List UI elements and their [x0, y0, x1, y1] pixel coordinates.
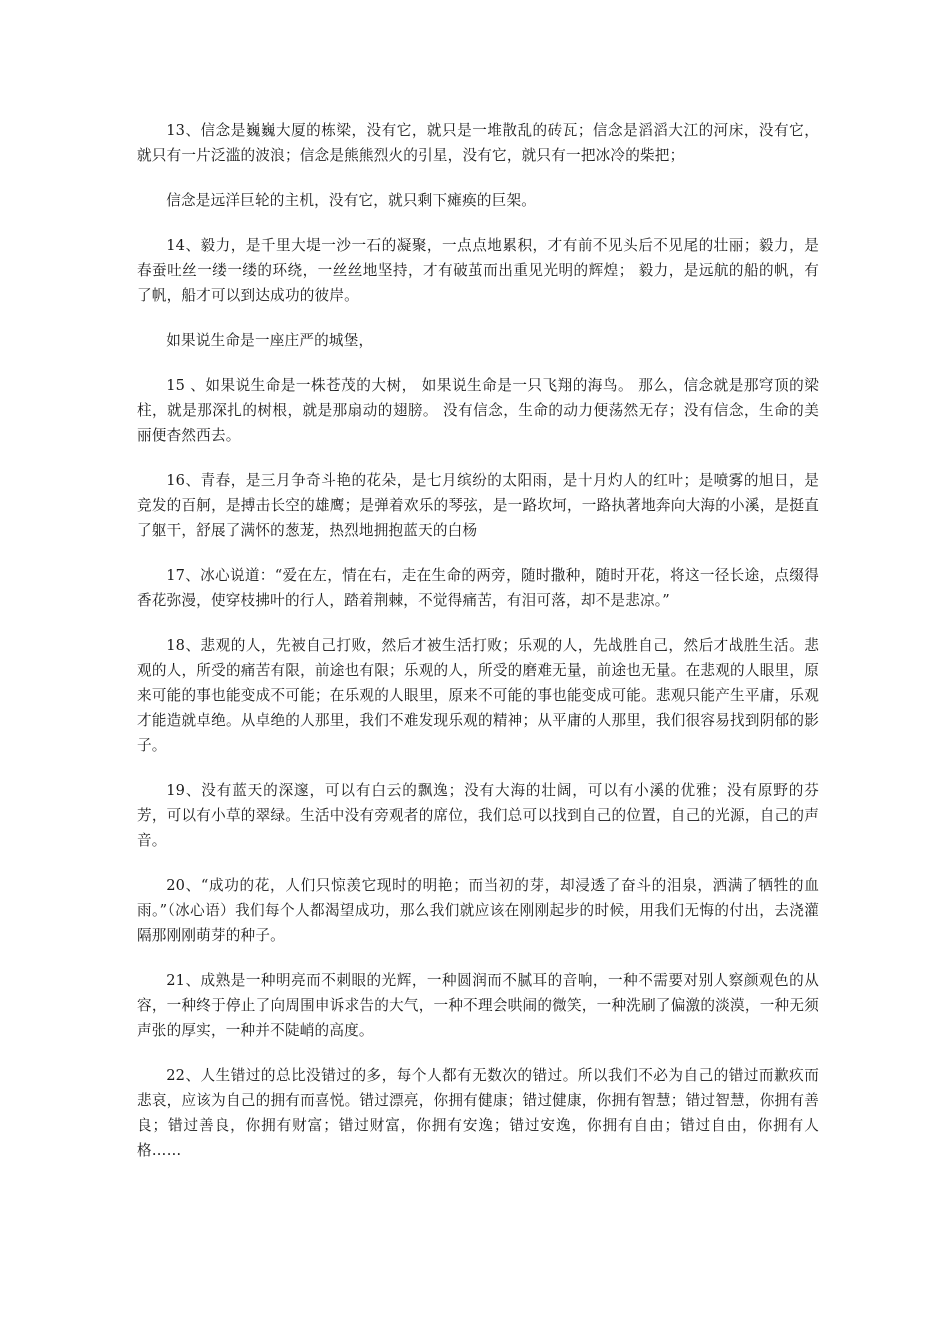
paragraph-22: 22、人生错过的总比没错过的多，每个人都有无数次的错过。所以我们不必为自己的错过而歉疚而悲哀，应该为自己的拥有而喜悦。错过漂亮，你拥有健康；错过健康，你拥有智慧；错过智慧，你拥有善良；错过善良，你拥有财富；错过财富，你拥有安逸；错过安逸，你拥有自由；错过自由，你拥有人格……	[137, 1067, 819, 1159]
document-page	[137, 118, 819, 1183]
paragraph-16: 16、青春，是三月争奇斗艳的花朵，是七月缤纷的太阳雨，是十月灼人的红叶；是喷雾的旭日，是竞发的百舸，是搏击长空的雄鹰；是弹着欢乐的琴弦，是一路坎坷，一路执著地奔向大海的小溪，是挺直了躯干，舒展了满怀的葱茏，热烈地拥抱蓝天的白杨	[137, 472, 819, 539]
paragraph-13-continued: 信念是远洋巨轮的主机，没有它，就只剩下瘫痪的巨架。	[166, 192, 537, 209]
paragraph-18: 18、悲观的人，先被自己打败，然后才被生活打败；乐观的人，先战胜自己，然后才战胜生活。悲观的人，所受的痛苦有限，前途也有限；乐观的人，所受的磨难无量，前途也无量。在悲观的人眼里，原来可能的事也能变成不可能；在乐观的人眼里，原来不可能的事也能变成可能。悲观只能产生平庸，乐观才能造就卓绝。从卓绝的人那里，我们不难发现乐观的精神；从平庸的人那里，我们很容易找到阴郁的影子。	[137, 637, 819, 754]
paragraph-21: 21、成熟是一种明亮而不刺眼的光辉，一种圆润而不腻耳的音响，一种不需要对别人察颜观色的从容，一种终于停止了向周围申诉求告的大气，一种不理会哄闹的微笑，一种洗刷了偏激的淡漠，一种无须声张的厚实，一种并不陡峭的高度。	[137, 972, 819, 1039]
paragraph-17: 17、冰心说道：“爱在左，情在右，走在生命的两旁，随时撒种，随时开花，将这一径长途，点缀得香花弥漫，使穿枝拂叶的行人，踏着荆棘，不觉得痛苦，有泪可落，却不是悲凉。”	[137, 567, 819, 609]
paragraph-15: 15 、如果说生命是一株苍茂的大树， 如果说生命是一只飞翔的海鸟。 那么，信念就是那穹顶的梁柱，就是那深扎的树根，就是那扇动的翅膀。 没有信念，生命的动力便荡然无存；没有信念，生命的美丽便杳然西去。	[137, 377, 819, 444]
paragraph-14: 14、毅力，是千里大堤一沙一石的凝聚，一点点地累积，才有前不见头后不见尾的壮丽；毅力，是春蚕吐丝一缕一缕的环绕，一丝丝地坚持，才有破茧而出重见光明的辉煌； 毅力，是远航的船的帆，有了帆，船才可以到达成功的彼岸。	[137, 237, 819, 304]
paragraph-13: 13、信念是巍巍大厦的栋梁，没有它，就只是一堆散乱的砖瓦；信念是滔滔大江的河床，没有它，就只有一片泛滥的波浪；信念是熊熊烈火的引星，没有它，就只有一把冰冷的柴把；	[137, 122, 819, 164]
paragraph-15-intro: 如果说生命是一座庄严的城堡，	[166, 332, 374, 349]
paragraph-20: 20、“成功的花，人们只惊羡它现时的明艳；而当初的芽，却浸透了奋斗的泪泉，洒满了牺牲的血雨。”（冰心语）我们每个人都渴望成功，那么我们就应该在刚刚起步的时候，用我们无悔的付出，去浇灌隔那刚刚萌芽的种子。	[137, 877, 819, 944]
paragraph-19: 19、没有蓝天的深邃，可以有白云的飘逸；没有大海的壮阔，可以有小溪的优雅；没有原野的芬芳，可以有小草的翠绿。生活中没有旁观者的席位，我们总可以找到自己的位置，自己的光源，自己的声音。	[137, 782, 819, 849]
